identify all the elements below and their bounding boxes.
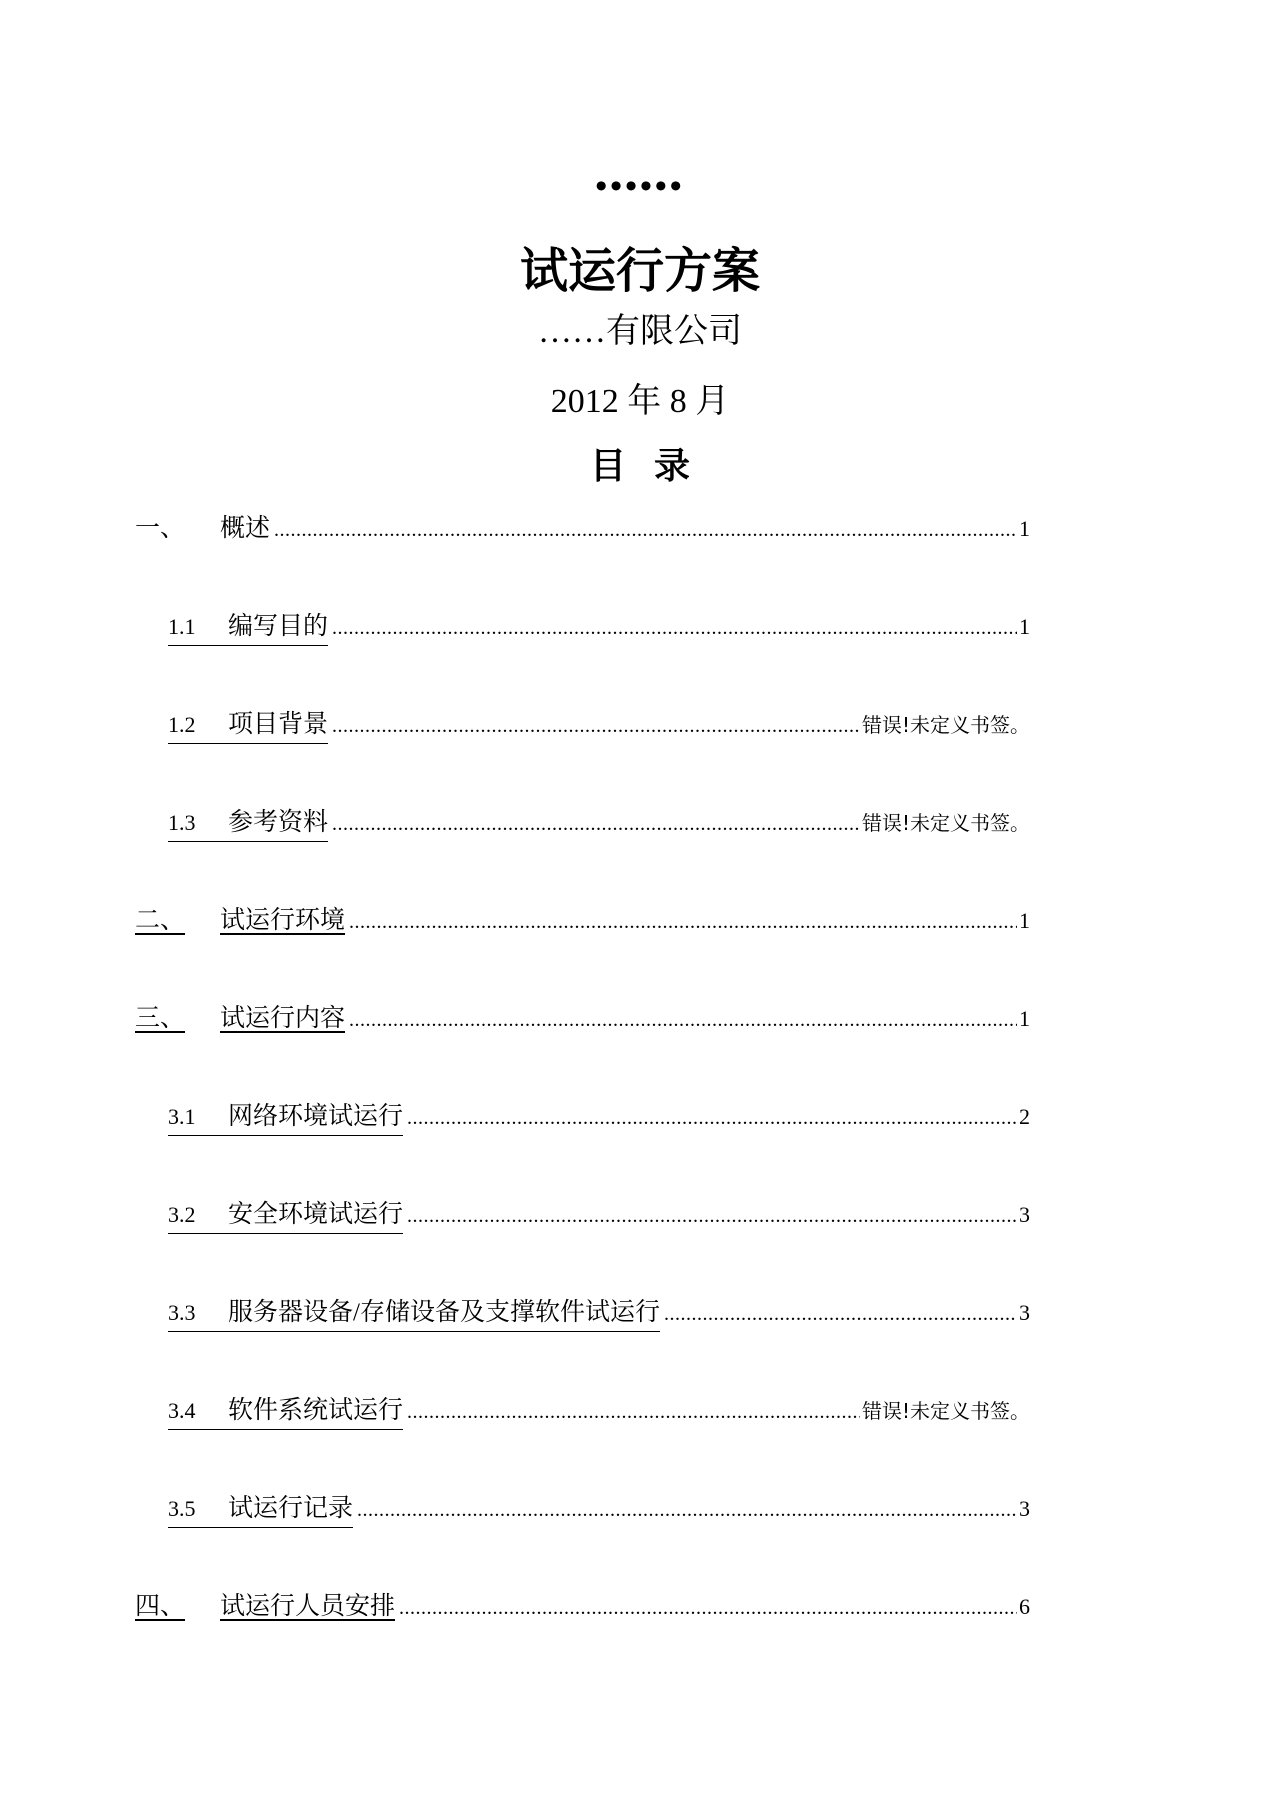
toc-heading: 目录 (589, 446, 718, 487)
toc-entry-page: 1 (1019, 614, 1030, 639)
toc-entry-number: 3.4 (168, 1398, 196, 1423)
toc-entry-label: 网络环境试运行 (228, 1103, 404, 1130)
toc-entry-number: 3.2 (168, 1202, 196, 1227)
toc-entry-records[interactable] (168, 1492, 1030, 1528)
document-title: 试运行方案 (519, 243, 760, 299)
toc-entry-page-error: 错误!未定义书签。 (861, 713, 1030, 737)
toc-entry-label: 编写目的 (228, 613, 329, 640)
toc-entry-page: 3 (1019, 1496, 1030, 1521)
toc-entry-security[interactable] (168, 1198, 1030, 1234)
toc-entry-purpose[interactable] (168, 610, 1030, 646)
toc-entry-label: 试运行记录 (228, 1495, 354, 1522)
toc-entry-label: 服务器设备/存储设备及支撑软件试运行 (228, 1299, 660, 1326)
toc-leader-dots (274, 513, 1017, 547)
toc-entry-link[interactable] (168, 708, 328, 744)
company-name: ……有限公司 (538, 313, 742, 350)
toc-entry-page: 1 (1019, 1006, 1030, 1031)
toc-leader-dots (349, 1003, 1017, 1037)
toc-leader-dots (332, 709, 860, 743)
toc-entry-page-error: 错误!未定义书签。 (861, 1399, 1030, 1423)
toc-entry-label[interactable]: 试运行内容 (220, 1005, 346, 1032)
document-date: 2012 年 8 月 (550, 383, 730, 420)
toc-entry-link[interactable] (168, 610, 328, 646)
toc-leader-dots (399, 1591, 1017, 1625)
toc-leader-dots (407, 1395, 860, 1429)
toc-entry-number: 3.5 (168, 1496, 196, 1521)
toc-entry-page: 1 (1019, 908, 1030, 933)
toc-entry-page: 1 (1019, 516, 1030, 541)
toc-entry-link[interactable] (168, 1492, 353, 1528)
toc-entry-number: 3.1 (168, 1104, 196, 1129)
toc-entry-number: 一、 (135, 515, 186, 542)
toc-entry-page: 3 (1019, 1300, 1030, 1325)
toc-leader-dots (407, 1199, 1017, 1233)
toc-entry-servers[interactable] (168, 1296, 1030, 1332)
toc-entry-label: 项目背景 (228, 711, 329, 738)
toc-entry-label[interactable]: 试运行人员安排 (220, 1593, 396, 1620)
toc-entry-number: 三、 (135, 1005, 186, 1032)
toc-entry-number: 四、 (135, 1593, 186, 1620)
toc-leader-dots (664, 1297, 1017, 1331)
toc-entry-staffing[interactable] (135, 1590, 1030, 1625)
toc-entry-link[interactable] (168, 1100, 403, 1136)
toc-entry-background[interactable] (168, 708, 1030, 744)
toc-entry-link[interactable] (168, 806, 328, 842)
toc-entry-link[interactable] (168, 1394, 403, 1430)
toc-entry-number: 二、 (135, 907, 186, 934)
toc-leader-dots (407, 1101, 1017, 1135)
toc-leader-dots (357, 1493, 1017, 1527)
toc-entry-label[interactable]: 试运行环境 (220, 907, 346, 934)
toc-entry-number: 3.3 (168, 1300, 196, 1325)
toc-entry-label[interactable]: 概述 (220, 515, 271, 542)
toc-entry-page: 3 (1019, 1202, 1030, 1227)
toc-entry-number: 1.3 (168, 810, 196, 835)
toc-entry-label: 参考资料 (228, 809, 329, 836)
toc-leader-dots (349, 905, 1017, 939)
toc-entry-link[interactable] (168, 1296, 660, 1332)
toc-entry-link[interactable] (168, 1198, 403, 1234)
toc-entry-page: 6 (1019, 1594, 1030, 1619)
toc-entry-number: 1.1 (168, 614, 196, 639)
toc-entry-content[interactable] (135, 1002, 1030, 1037)
toc-leader-dots (332, 611, 1017, 645)
header-ellipsis: •••••• (595, 168, 685, 205)
toc-entry-references[interactable] (168, 806, 1030, 842)
toc-entry-environment[interactable] (135, 904, 1030, 939)
toc-entry-number: 1.2 (168, 712, 196, 737)
toc-entry-label: 安全环境试运行 (228, 1201, 404, 1228)
toc-entry-page-error: 错误!未定义书签。 (861, 811, 1030, 835)
toc-entry-page: 2 (1019, 1104, 1030, 1129)
toc-entry-network[interactable] (168, 1100, 1030, 1136)
toc-entry-software[interactable] (168, 1394, 1030, 1430)
toc-entry-overview[interactable] (135, 512, 1030, 547)
toc-leader-dots (332, 807, 860, 841)
toc-entry-label: 软件系统试运行 (228, 1397, 404, 1424)
